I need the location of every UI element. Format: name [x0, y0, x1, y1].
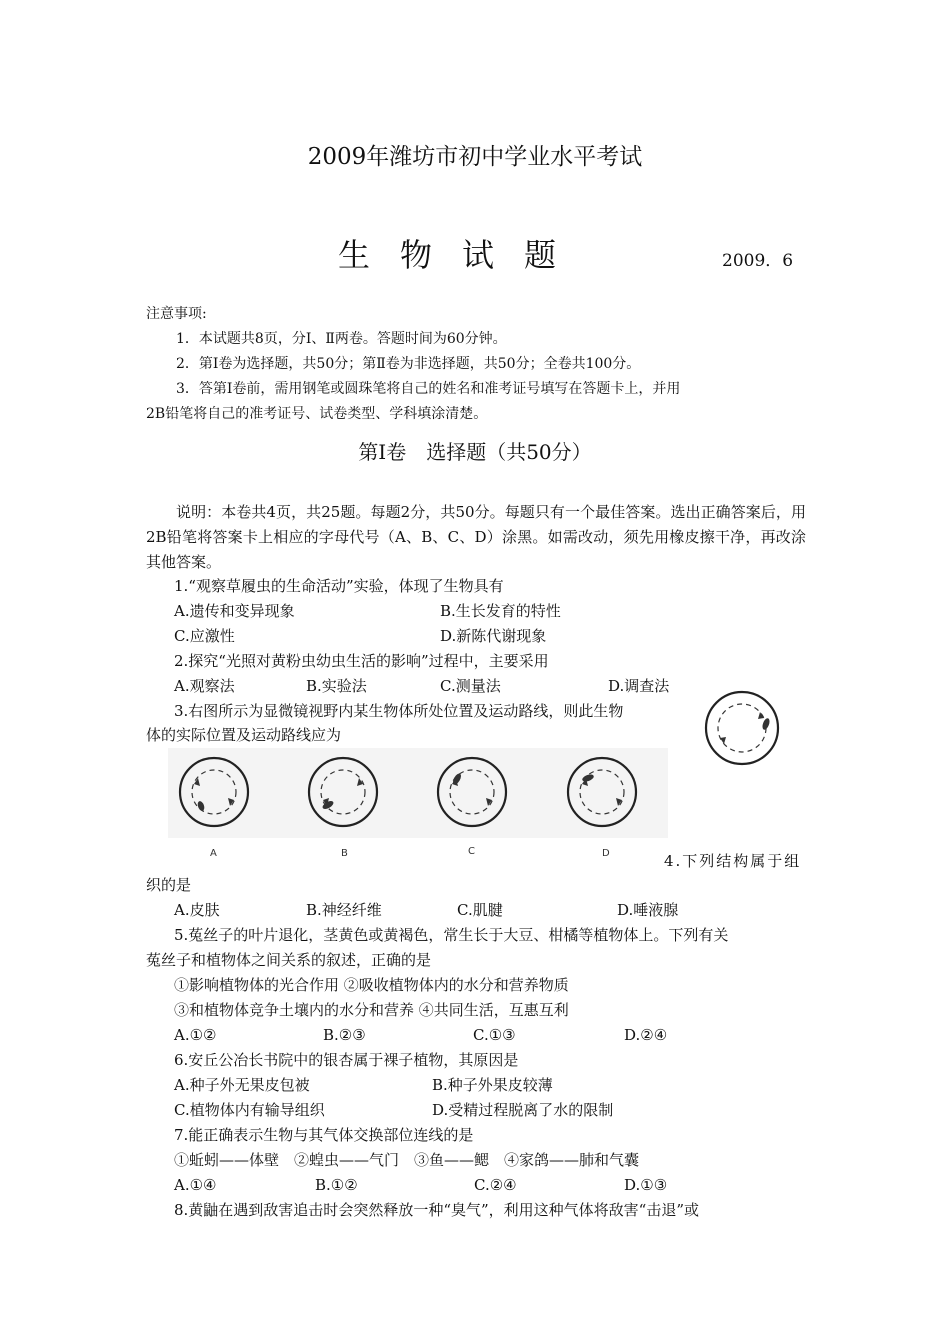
q6-option-a: A.种子外无果皮包被 [174, 1076, 310, 1094]
q6-option-d: D.受精过程脱离了水的限制 [432, 1101, 614, 1119]
q7-stem: 7.能正确表示生物与其气体交换部位连线的是 [174, 1126, 474, 1144]
exam-title: 2009年潍坊市初中学业水平考试 [307, 144, 643, 170]
q6-option-c: C.植物体内有输导组织 [174, 1101, 325, 1119]
q5-option-a: A.①② [174, 1026, 217, 1044]
notes-item-3: 3．答第Ⅰ卷前，需用钢笔或圆珠笔将自己的姓名和准考证号填写在答题卡上，并用 [176, 381, 681, 397]
q5-stem-line1: 5.菟丝子的叶片退化，茎黄色或黄褐色，常生长于大豆、柑橘等植物体上。下列有关 [174, 926, 729, 944]
q3-label-d: D [602, 848, 610, 859]
q1-stem: 1.“观察草履虫的生命活动”实验，体现了生物具有 [174, 577, 504, 595]
q5-stem-line2: 菟丝子和植物体之间关系的叙述，正确的是 [146, 951, 432, 969]
notes-item-1: 1．本试题共8页，分Ⅰ、Ⅱ两卷。答题时间为60分钟。 [176, 331, 507, 347]
q3-reference-diagram [702, 688, 782, 768]
q4-option-d: D.唾液腺 [617, 901, 679, 919]
section-title: 第Ⅰ卷 选择题（共50分） [358, 440, 592, 464]
q4-stem-line2: 织的是 [146, 876, 192, 894]
q4-option-a: A.皮肤 [174, 901, 220, 919]
q6-option-b: B.种子外果皮较薄 [432, 1076, 553, 1094]
q7-option-b: B.①② [315, 1176, 358, 1194]
q7-option-d: D.①③ [624, 1176, 668, 1194]
q1-option-b: B.生长发育的特性 [440, 602, 561, 620]
q1-option-c: C.应激性 [174, 627, 235, 645]
q4-stem-line1: 4.下列结构属于组 [664, 852, 802, 870]
q7-opt-line: ①蚯蚓——体壁 ②蝗虫——气门 ③鱼——鳃 ④家鸽——肺和气囊 [174, 1151, 640, 1169]
q3-label-c: C [468, 846, 475, 857]
subject-title: 生物试题 [338, 236, 587, 274]
q4-option-c: C.肌腱 [457, 901, 503, 919]
q5-option-b: B.②③ [323, 1026, 366, 1044]
q1-option-d: D.新陈代谢现象 [440, 627, 547, 645]
q5-option-d: D.②④ [624, 1026, 668, 1044]
q2-stem: 2.探究“光照对黄粉虫幼虫生活的影响”过程中，主要采用 [174, 652, 549, 670]
q4-option-b: B.神经纤维 [306, 901, 382, 919]
q3-label-a: A [210, 848, 217, 859]
q8-stem: 8.黄鼬在遇到敌害追击时会突然释放一种“臭气”，利用这种气体将敌害“击退”或 [174, 1201, 699, 1219]
q3-stem-line2: 体的实际位置及运动路线应为 [146, 726, 342, 744]
q7-option-c: C.②④ [474, 1176, 517, 1194]
q3-stem-line1: 3.右图所示为显微镜视野内某生物体所处位置及运动路线，则此生物 [174, 702, 624, 720]
q7-option-a: A.①④ [174, 1176, 217, 1194]
q2-option-b: B.实验法 [306, 677, 367, 695]
q5-option-c: C.①③ [473, 1026, 516, 1044]
q2-option-d: D.调查法 [608, 677, 670, 695]
q1-option-a: A.遗传和变异现象 [174, 602, 295, 620]
q5-opt-line2: ③和植物体竞争土壤内的水分和营养 ④共同生活，互惠互利 [174, 1001, 569, 1019]
notes-item-3-cont: 2B铅笔将自己的准考证号、试卷类型、学科填涂清楚。 [146, 406, 488, 422]
notes-item-2: 2．第Ⅰ卷为选择题，共50分；第Ⅱ卷为非选择题，共50分；全卷共100分。 [176, 356, 641, 372]
instructions: 说明：本卷共4页，共25题。每题2分，共50分。每题只有一个最佳答案。选出正确答案后，用2B铅笔将答案卡上相应的字母代号（A、B、C、D）涂黑。如需改动，须先用橡皮擦干净，再改涂其他答案。 [146, 503, 806, 571]
q2-option-a: A.观察法 [174, 677, 235, 695]
q6-stem: 6.安丘公冶长书院中的银杏属于裸子植物，其原因是 [174, 1051, 519, 1069]
q2-option-c: C.测量法 [440, 677, 501, 695]
q3-options-diagram [168, 748, 668, 863]
q3-label-b: B [341, 848, 348, 859]
q5-opt-line1: ①影响植物体的光合作用 ②吸收植物体内的水分和营养物质 [174, 976, 569, 994]
exam-date: 2009．6 [722, 251, 794, 271]
notes-heading: 注意事项: [146, 306, 207, 322]
